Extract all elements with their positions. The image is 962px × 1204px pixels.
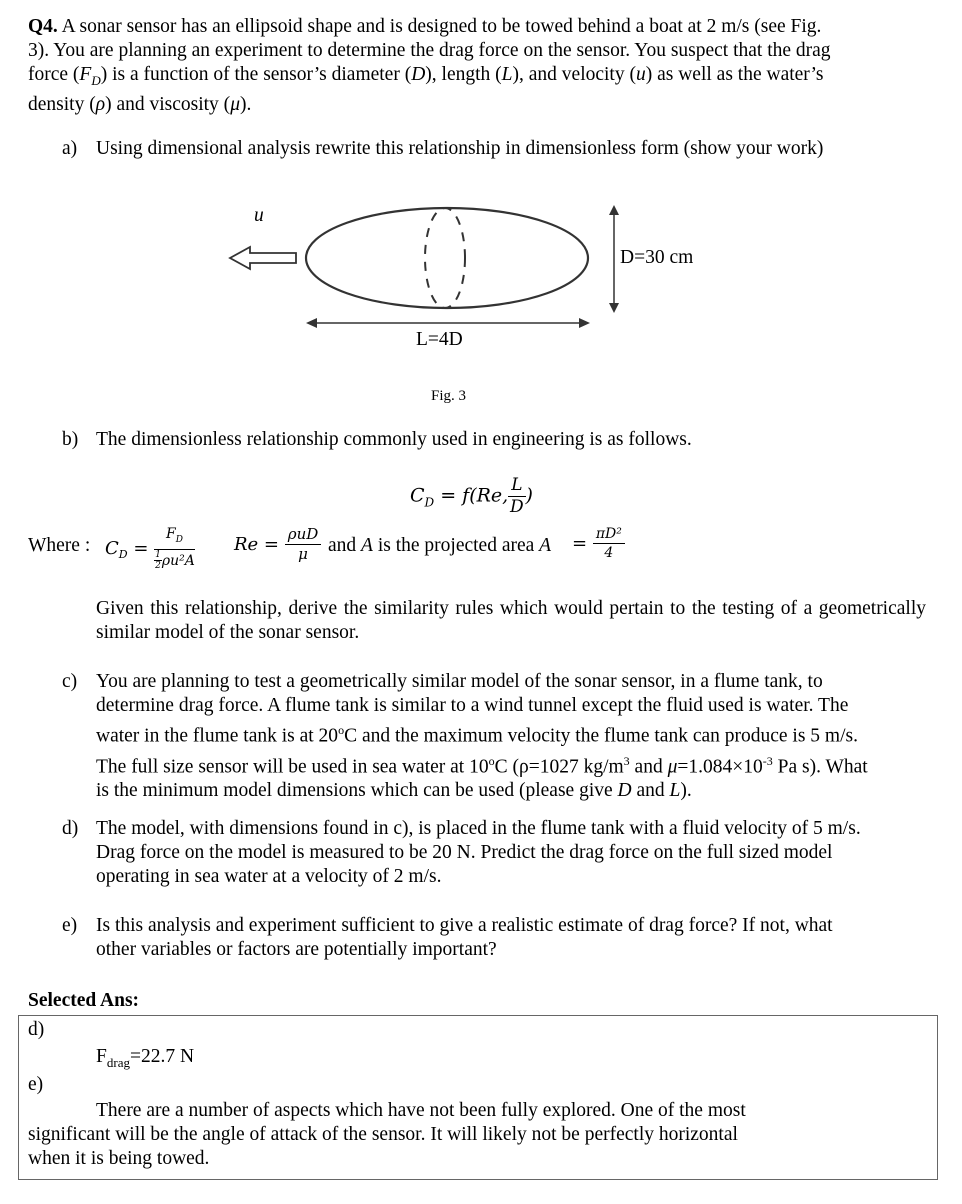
answer-e-label: e) [28,1074,44,1095]
answer-d-value: $F_{drag}=22.7$ N [96,1046,195,1070]
velocity-label: u [254,205,264,226]
area-formula: = $\frac{\text{πD²}}{4}$ [572,526,625,561]
ellipsoid-body [306,208,588,308]
part-c-label: c) [62,671,78,692]
area-definition-text: and A is the projected area A [328,535,552,556]
part-b-label: b) [62,429,79,450]
length-label: L=4D [416,329,463,350]
cd-definition: $C_D$ = $F_D$ $\frac{1}{2}$ ρu²A [105,526,195,571]
part-b-task: Given this relationship, derive the similarity rules which would pertain to the testing of a geometrically similar model of the sonar sensor. [96,598,926,643]
re-definition: Re = $\frac{\text{ρuD}}{\mu}$ [234,526,321,563]
similarity-equation: $C_D = f(Re$, $\frac{L}{D}$ ) [410,475,533,517]
part-d-text: The model, with dimensions found in c), is placed in the flume tank with a fluid velocity of 5 m/s. Drag force on the model is measured to be 20 N. Predict the drag force on the full sized model operating in sea water at a velocity of 2 m/s. [96,818,861,887]
intro-line-2: 3). You are planning an experiment to determine the drag force on the sensor. You suspect that the drag [28,40,831,61]
part-c-text: You are planning to test a geometrically similar model of the sonar sensor, in a flume tank, to determine drag force. A flume tank is similar to a wind tunnel except the fluid used is water. The water in the flume tank is at 20$^o$C and the maximum velocity the flume tank can produce is 5 m/s. The full size sensor will be used in sea water at 10$^o$C (ρ=1027 $kg/m^3$ and $\mu=1.084\times 10^{-3}$ Pa s). What is the minimum model dimensions which can be used (please give D and L). [96,671,868,801]
intro-line-3: force $(F_D)$ is a function of the sensor’s diameter (D), length (L), and velocity (u) as well as the water’s [28,64,824,88]
diameter-label: D=30 cm [620,247,694,268]
part-e-label: e) [62,915,78,936]
part-e-text: Is this analysis and experiment sufficient to give a realistic estimate of drag force? If not, what other variables or factors are potentially important? [96,915,833,960]
answer-d-label: d) [28,1019,45,1040]
question-label: Q4. [28,16,58,37]
where-label: Where : [28,535,91,556]
figure-caption: Fig. 3 [431,388,467,404]
answers-heading: Selected Ans: [28,990,140,1011]
part-a-text: Using dimensional analysis rewrite this relationship in dimensionless form (show your work) [96,138,824,159]
figure-sonar-sensor [220,195,740,355]
part-b-text: The dimensionless relationship commonly used in engineering is as follows. [96,429,692,450]
part-a [62,137,77,161]
diameter-arrow-icon [609,205,619,313]
length-arrow-icon [306,318,590,328]
part-d-label: d) [62,818,79,839]
intro-line-4: density (ρ) and viscosity (μ). [28,93,252,115]
question-intro [28,15,928,117]
answer-e-text: There are a number of aspects which have not been fully explored. One of the most significant will be the angle of attack of the sensor. It will likely not be perfectly horizontal when it is being towed. [28,1100,746,1169]
part-a-label: a) [62,138,78,159]
intro-line-1: A sonar sensor has an ellipsoid shape and is designed to be towed behind a boat at 2 m/s (see Fig. [61,16,822,37]
velocity-arrow-icon [230,247,296,269]
